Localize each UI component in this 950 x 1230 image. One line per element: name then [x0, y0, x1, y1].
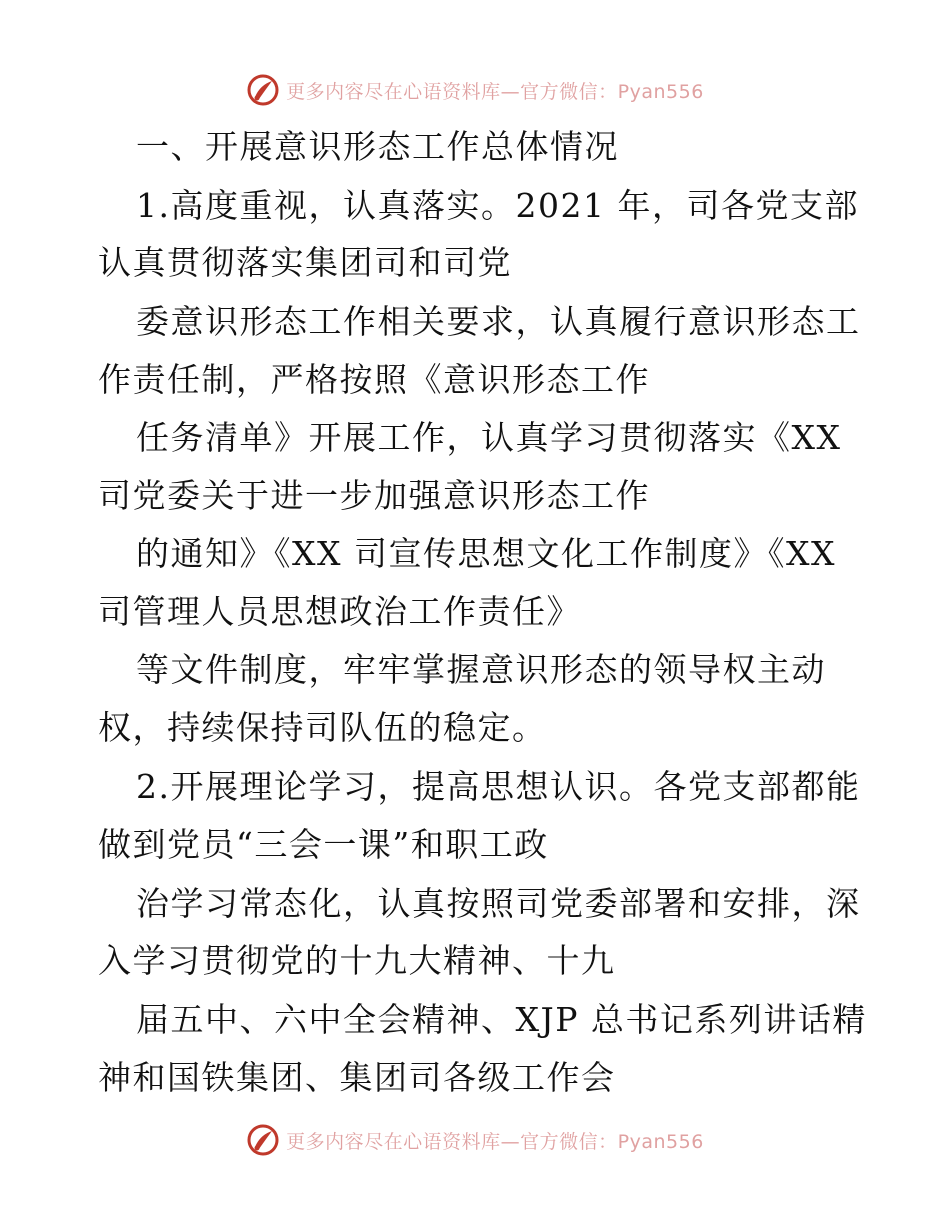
text-line: 神和国铁集团、集团司各级工作会 [98, 1058, 616, 1097]
text-line: 司管理人员思想政治工作责任》 [98, 592, 581, 631]
brush-logo-icon [246, 1123, 280, 1157]
text-line: 入学习贯彻党的十九大精神、十九 [98, 941, 616, 980]
watermark-text: 更多内容尽在心语资料库—官方微信：Pyan556 [286, 80, 704, 103]
text-line: 认真贯彻落实集团司和司党 [98, 243, 512, 282]
text-line: 治学习常态化，认真按照司党委部署和安排，深 [136, 884, 861, 923]
text-line: 做到党员“三会一课”和职工政 [98, 825, 549, 864]
text-line: 的通知》《XX 司宣传思想文化工作制度》《XX [136, 534, 836, 573]
footer-watermark [0, 1120, 950, 1160]
text-line: 2.开展理论学习，提高思想认识。各党支部都能 [136, 767, 861, 806]
watermark-text: 更多内容尽在心语资料库—官方微信：Pyan556 [286, 1130, 704, 1153]
text-line: 任务清单》开展工作，认真学习贯彻落实《XX [136, 418, 842, 457]
text-line: 作责任制，严格按照《意识形态工作 [98, 360, 650, 399]
text-line: 等文件制度，牢牢掌握意识形态的领导权主动 [136, 650, 826, 689]
section-heading: 一、开展意识形态工作总体情况 [136, 127, 619, 166]
text-line: 司党委关于进一步加强意识形态工作 [98, 476, 650, 515]
text-line: 届五中、六中全会精神、XJP 总书记系列讲话精 [136, 1000, 867, 1039]
text-line: 1.高度重视，认真落实。2021 年，司各党支部 [136, 186, 859, 225]
text-line: 权，持续保持司队伍的稳定。 [98, 708, 547, 747]
text-line: 委意识形态工作相关要求，认真履行意识形态工 [136, 302, 861, 341]
